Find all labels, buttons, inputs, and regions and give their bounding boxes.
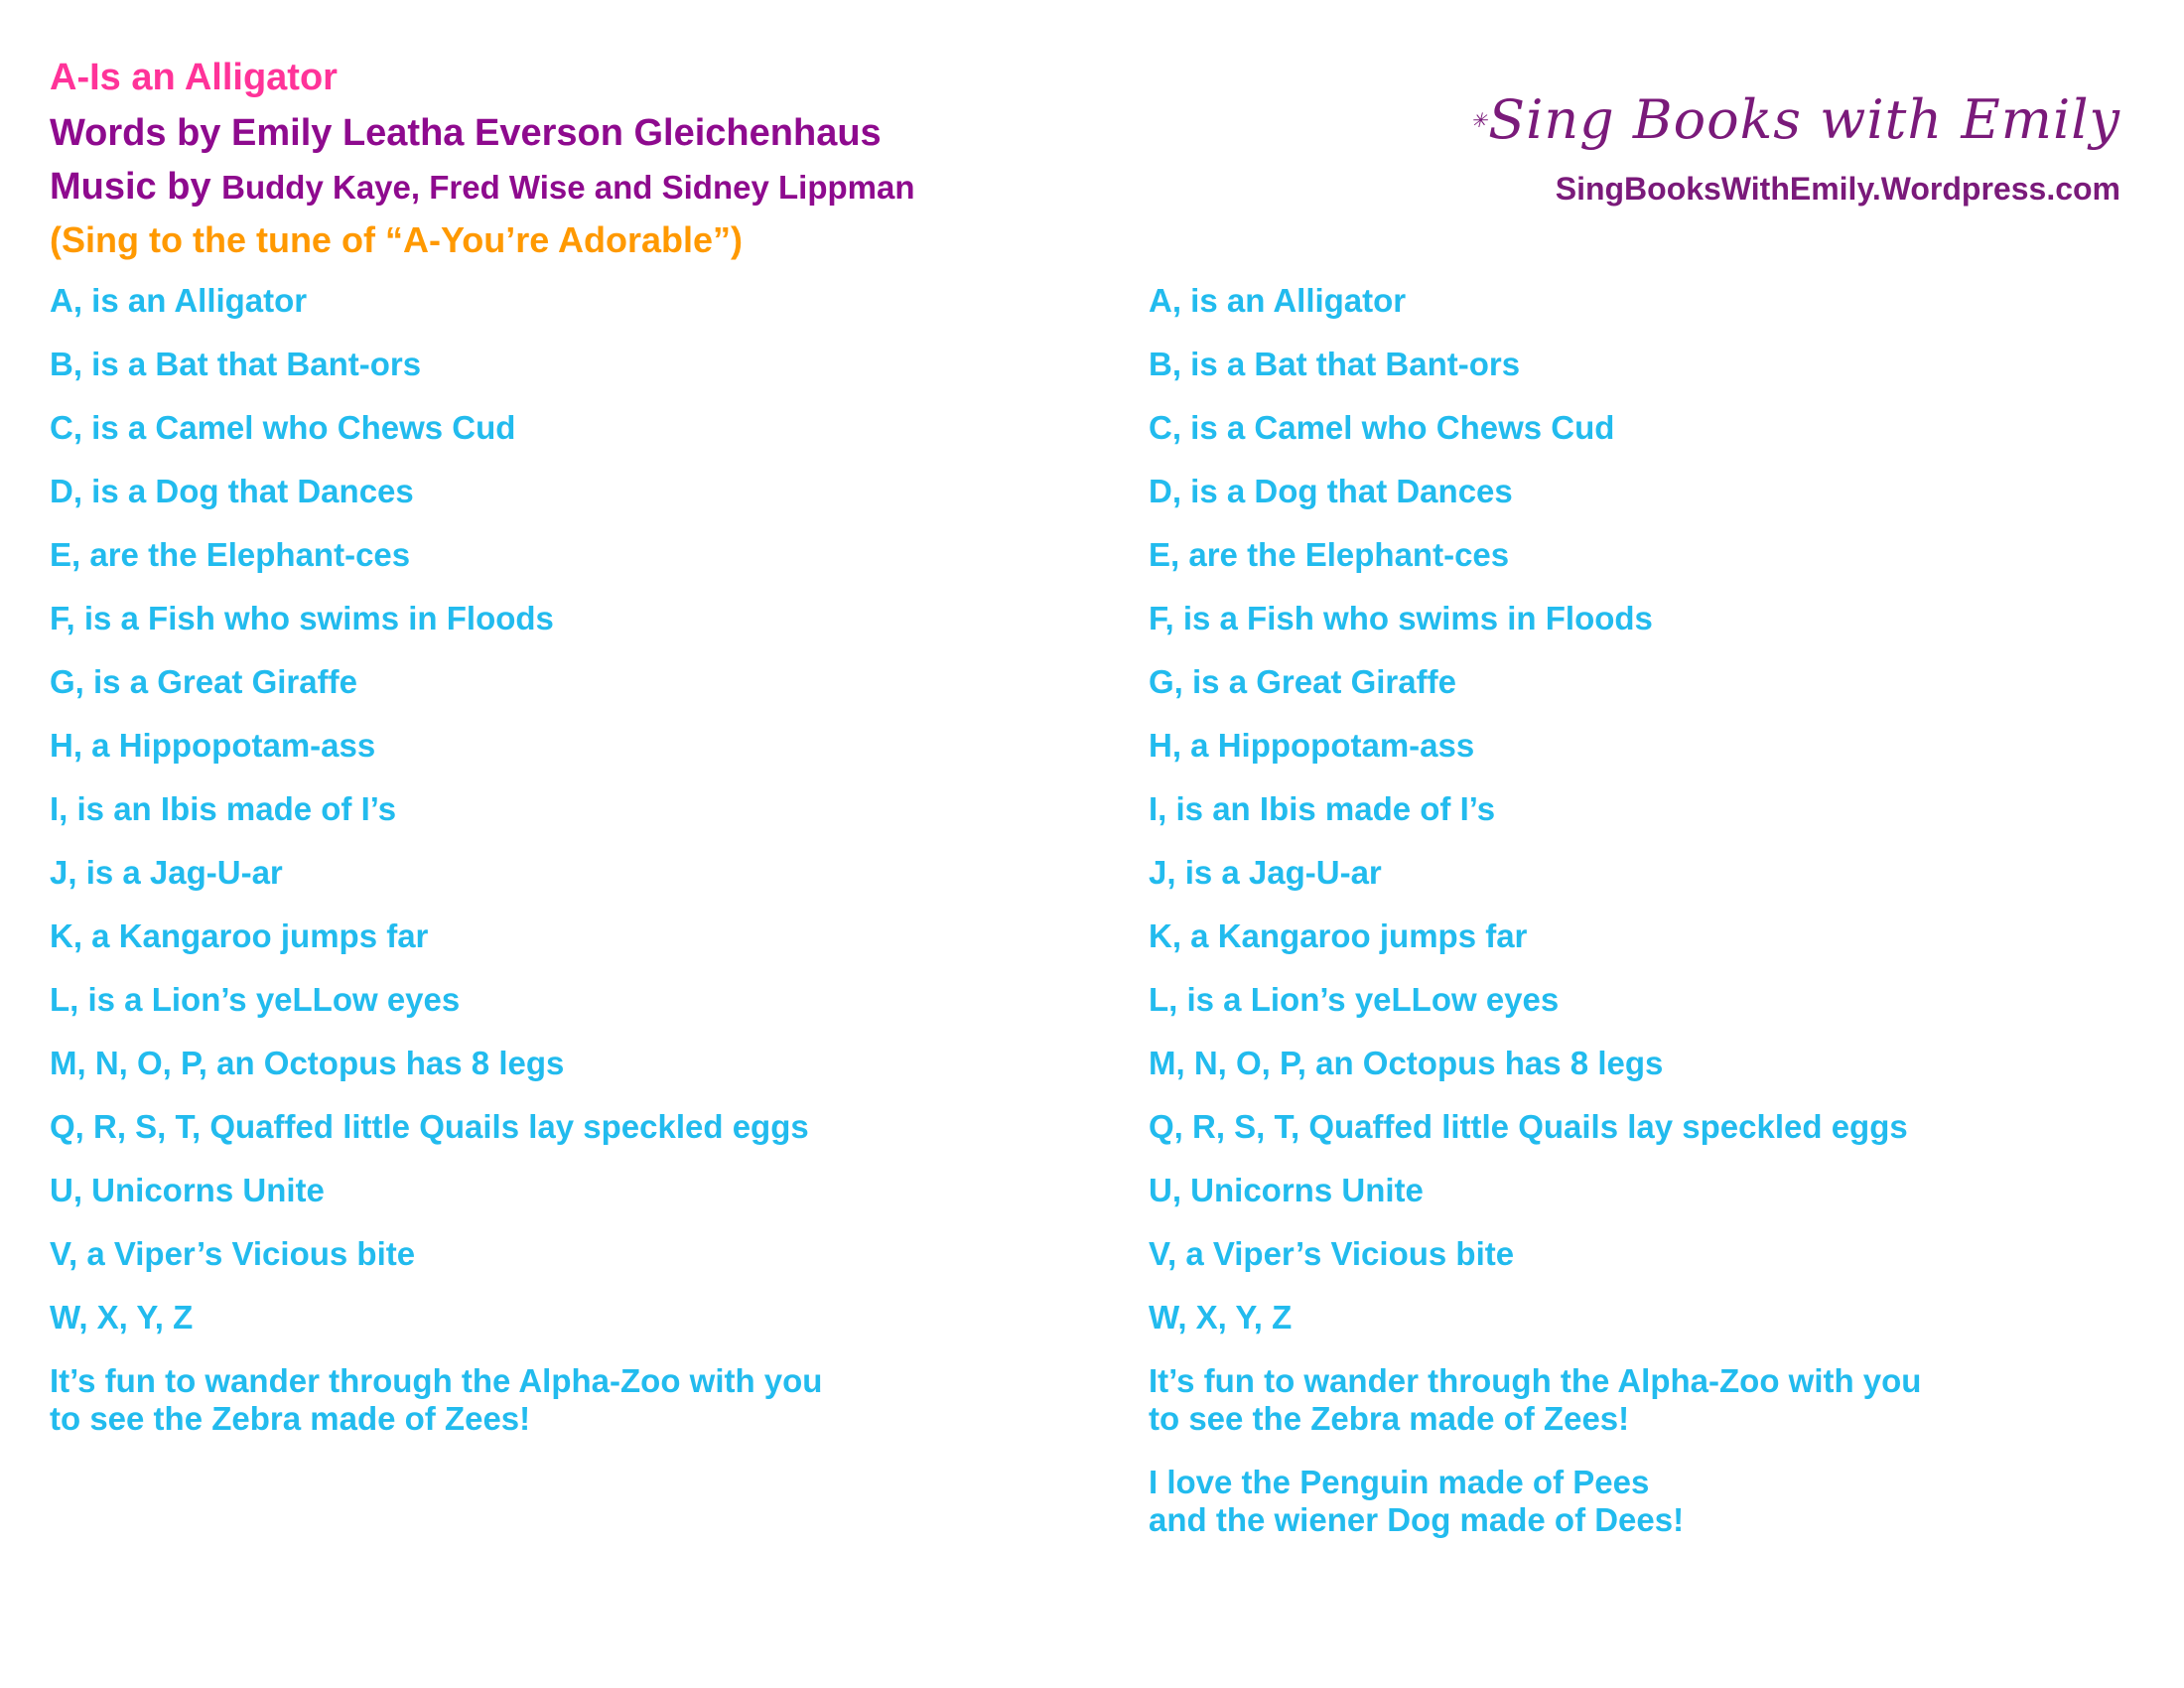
tune-close: )	[730, 219, 743, 260]
music-prefix: Music by	[50, 166, 222, 208]
lyric-line: M, N, O, P, an Octopus has 8 legs	[50, 1045, 565, 1081]
lyric-line: J, is a Jag-U-ar	[50, 854, 283, 891]
music-authors: Buddy Kaye, Fred Wise and Sidney Lippman	[221, 169, 915, 206]
lyric-line: L, is a Lion’s yeLLow eyes	[1149, 981, 1560, 1018]
sparkle-icon: ✳	[1470, 108, 1489, 132]
lyric-line: E, are the Elephant-ces	[1149, 536, 1510, 573]
lyric-line: It’s fun to wander through the Alpha-Zoo with you	[50, 1362, 823, 1399]
lyric-stanza-ending-1	[1149, 1362, 2141, 1438]
lyric-stanza-ending-1	[50, 1362, 1042, 1438]
music-credit	[50, 165, 1241, 210]
lyric-line: K, a Kangaroo jumps far	[1149, 917, 1528, 954]
words-author: Emily Leatha Everson Gleichenhaus	[231, 112, 882, 154]
lyric-line: A, is an Alligator	[1149, 282, 1407, 319]
website-link[interactable]: SingBooksWithEmily.Wordpress.com	[1555, 171, 2120, 207]
lyric-line: V, a Viper’s Vicious bite	[50, 1235, 416, 1272]
lyric-line: U, Unicorns Unite	[1149, 1172, 1424, 1208]
lyric-line: H, a Hippopotam-ass	[50, 727, 376, 764]
lyric-line: H, a Hippopotam-ass	[1149, 727, 1475, 764]
lyric-line: I, is an Ibis made of I’s	[50, 790, 397, 827]
tune-open: (Sing to the tune of	[50, 219, 385, 260]
lyric-line: B, is a Bat that Bant-ors	[1149, 346, 1521, 382]
brand-block	[1470, 85, 2120, 209]
lyric-line: G, is a Great Giraffe	[50, 663, 357, 700]
lyric-line: D, is a Dog that Dances	[50, 473, 414, 509]
song-header	[50, 56, 1241, 261]
lyric-line: D, is a Dog that Dances	[1149, 473, 1513, 509]
lyric-line: L, is a Lion’s yeLLow eyes	[50, 981, 461, 1018]
lyric-line: A, is an Alligator	[50, 282, 308, 319]
lyrics-column-left	[50, 282, 1042, 1464]
lyric-line: J, is a Jag-U-ar	[1149, 854, 1382, 891]
lyric-line: W, X, Y, Z	[1149, 1299, 1293, 1336]
lyric-line: B, is a Bat that Bant-ors	[50, 346, 422, 382]
lyric-line: Q, R, S, T, Quaffed little Quails lay speckled eggs	[50, 1108, 809, 1145]
song-title: A-Is an Alligator	[50, 57, 338, 98]
lyric-line: E, are the Elephant-ces	[50, 536, 411, 573]
lyric-line: F, is a Fish who swims in Floods	[50, 600, 554, 636]
lyric-line: M, N, O, P, an Octopus has 8 legs	[1149, 1045, 1664, 1081]
lyric-line: G, is a Great Giraffe	[1149, 663, 1456, 700]
lyric-line: V, a Viper’s Vicious bite	[1149, 1235, 1515, 1272]
lyric-line: and the wiener Dog made of Dees!	[1149, 1501, 1685, 1538]
tune-note	[50, 219, 1241, 261]
lyric-line: to see the Zebra made of Zees!	[50, 1400, 531, 1437]
lyric-line: It’s fun to wander through the Alpha-Zoo with you	[1149, 1362, 1922, 1399]
lyric-line: Q, R, S, T, Quaffed little Quails lay speckled eggs	[1149, 1108, 1908, 1145]
lyric-stanza-ending-2	[1149, 1464, 2141, 1539]
lyrics-column-right	[1149, 282, 2141, 1565]
lyric-line: C, is a Camel who Chews Cud	[1149, 409, 1615, 446]
lyric-line: K, a Kangaroo jumps far	[50, 917, 429, 954]
brand-logo-text: Sing Books with Emily	[1488, 88, 2120, 151]
words-credit	[50, 111, 1241, 155]
lyric-line: W, X, Y, Z	[50, 1299, 194, 1336]
lyric-line: C, is a Camel who Chews Cud	[50, 409, 516, 446]
words-prefix: Words by	[50, 112, 231, 154]
lyric-line: U, Unicorns Unite	[50, 1172, 325, 1208]
brand-logo	[1470, 85, 2120, 155]
lyric-line: F, is a Fish who swims in Floods	[1149, 600, 1653, 636]
tune-name: “A-You’re Adorable”	[384, 219, 731, 260]
lyric-line: I love the Penguin made of Pees	[1149, 1464, 1650, 1500]
lyric-line: to see the Zebra made of Zees!	[1149, 1400, 1630, 1437]
lyric-line: I, is an Ibis made of I’s	[1149, 790, 1496, 827]
